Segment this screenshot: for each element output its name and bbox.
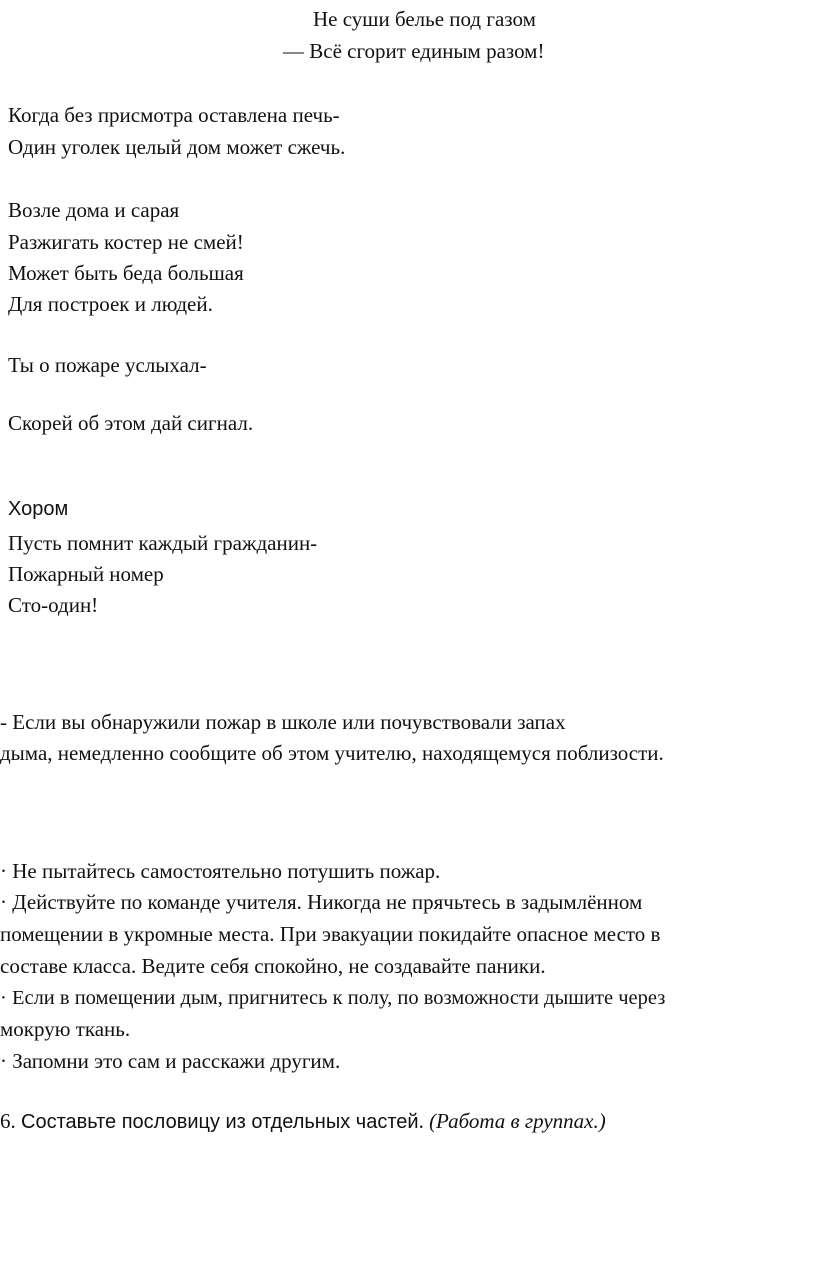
task-text: Составьте пословицу из отдельных частей bbox=[21, 1111, 419, 1133]
stanza2-line-1: Возле дома и сарая bbox=[8, 198, 180, 222]
chorus-line-1: Пусть помнит каждый гражданин- bbox=[8, 531, 318, 555]
chorus-heading: Хором bbox=[8, 498, 69, 520]
rule-line-4: составе класса. Ведите себя спокойно, не создавайте паники. bbox=[0, 954, 546, 978]
rule-line-7: · Запомни это сам и расскажи другим. bbox=[0, 1049, 341, 1073]
rule-line-2: · Действуйте по команде учителя. Никогда не прячьтесь в задымлённом bbox=[0, 890, 643, 914]
rule-line-5: · Если в помещении дым, пригнитесь к полу, по возможности дышите через bbox=[0, 987, 666, 1009]
rule-line-6: мокрую ткань. bbox=[0, 1017, 131, 1041]
chorus-line-2: Пожарный номер bbox=[8, 562, 164, 586]
title-line-2: — Всё сгорит единым разом! bbox=[283, 39, 545, 63]
stanza2-line-2: Разжигать костер не смей! bbox=[8, 230, 244, 254]
task-number: 6. bbox=[0, 1109, 16, 1133]
task-note: (Работа в группах.) bbox=[429, 1109, 606, 1133]
task-line bbox=[0, 1108, 606, 1135]
task-dot: . bbox=[418, 1109, 424, 1133]
notice-line-1: - Если вы обнаружили пожар в школе или почувствовали запах bbox=[0, 710, 566, 734]
stanza2-line-3: Может быть беда большая bbox=[8, 261, 244, 285]
stanza4-line-1: Скорей об этом дай сигнал. bbox=[8, 411, 254, 435]
rule-line-1: · Не пытайтесь самостоятельно потушить пожар. bbox=[0, 859, 441, 883]
stanza2-line-4: Для построек и людей. bbox=[8, 292, 213, 316]
rule-line-3: помещении в укромные места. При эвакуации покидайте опасное место в bbox=[0, 922, 661, 946]
chorus-line-3: Сто-один! bbox=[8, 593, 99, 617]
stanza3-line-1: Ты о пожаре услыхал- bbox=[8, 353, 207, 377]
notice-line-2: дыма, немедленно сообщите об этом учителю, находящемуся поблизости. bbox=[0, 741, 664, 765]
stanza1-line-2: Один уголек целый дом может сжечь. bbox=[8, 135, 346, 159]
title-line-1: Не суши белье под газом bbox=[313, 7, 536, 31]
stanza1-line-1: Когда без присмотра оставлена печь- bbox=[8, 103, 340, 127]
